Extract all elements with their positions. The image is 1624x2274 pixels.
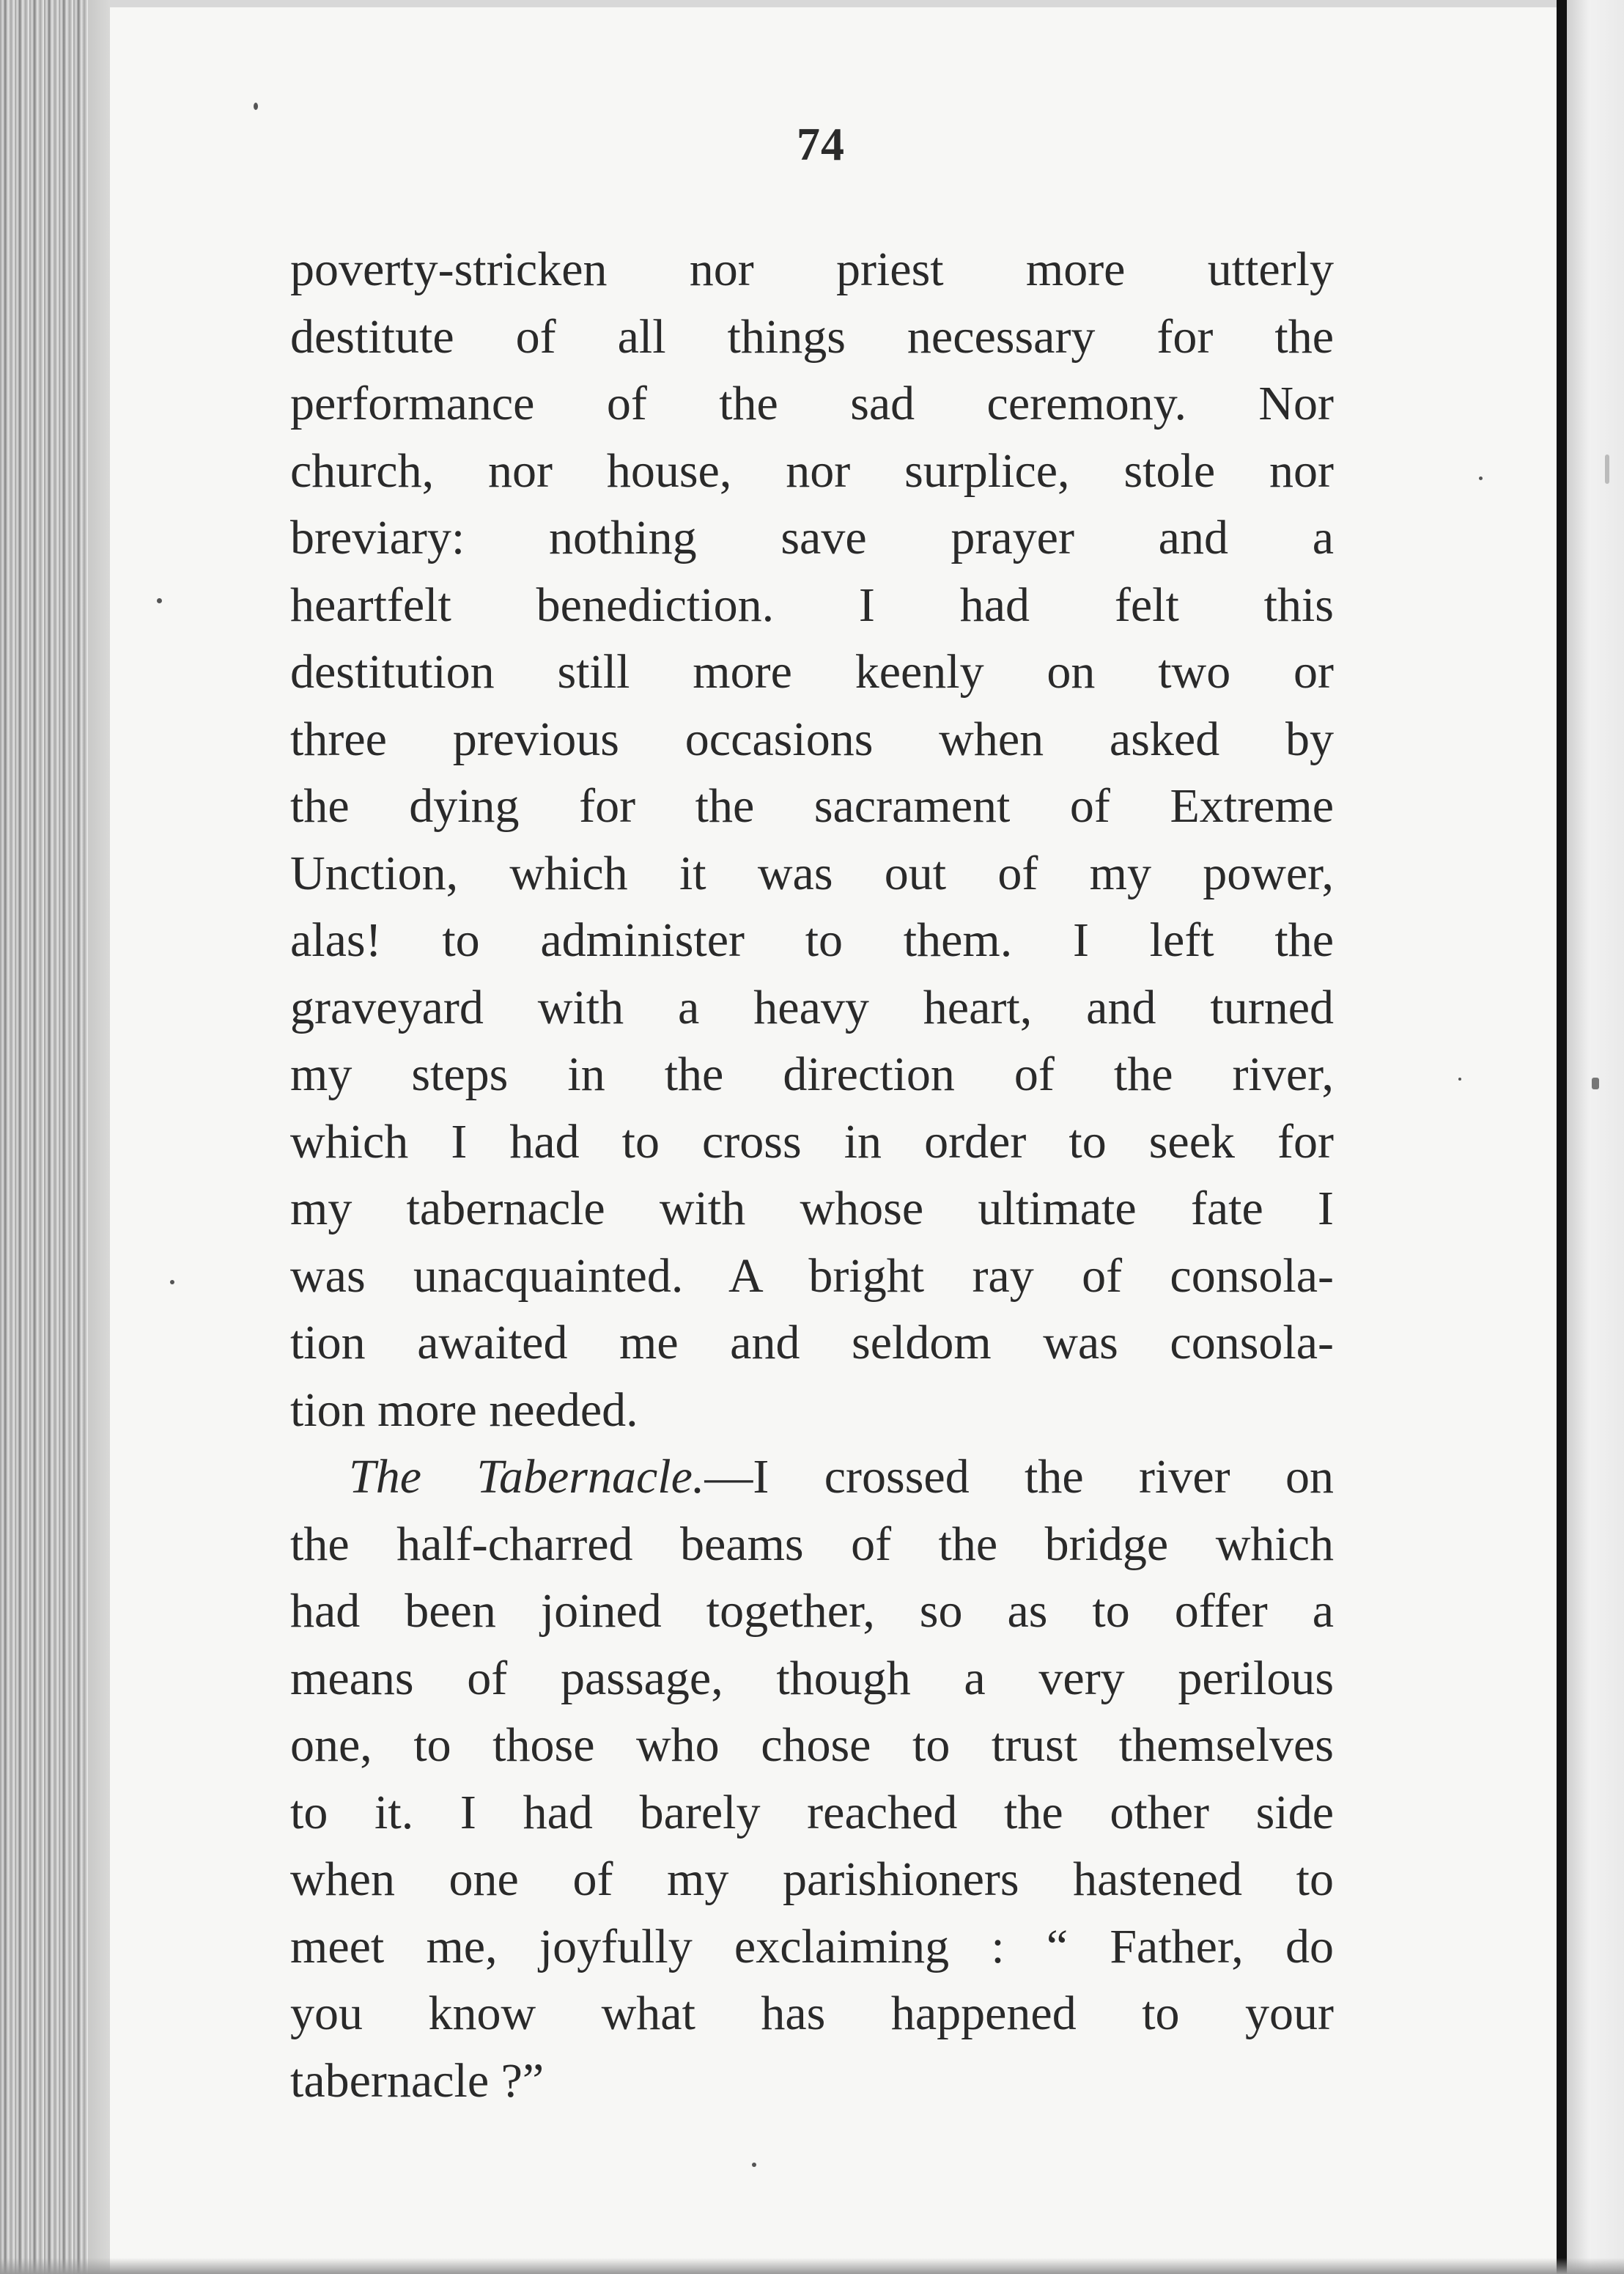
text-line: alas! to administer to them. I left the xyxy=(290,913,1334,967)
scan-speck xyxy=(254,103,258,110)
text-line: heartfelt benediction. I had felt this xyxy=(290,578,1334,632)
scan-speck xyxy=(1605,455,1609,484)
text-line: had been joined together, so as to offer a xyxy=(290,1584,1334,1638)
page-number: 74 xyxy=(797,118,845,170)
text-line: my tabernacle with whose ultimate fate I xyxy=(290,1182,1334,1235)
text-line: destitute of all things necessary for the xyxy=(290,309,1334,364)
text-line: poverty-stricken nor priest more utterly xyxy=(290,243,1334,296)
text-line: to it. I had barely reached the other side xyxy=(290,1785,1334,1839)
text-line: meet me, joyfully exclaiming : “ Father, do xyxy=(290,1919,1334,1973)
text-line: breviary: nothing save prayer and a xyxy=(290,511,1334,564)
text-line: my steps in the direction of the river, xyxy=(290,1048,1334,1101)
scan-speck xyxy=(1458,1078,1461,1081)
text-line: tabernacle ?” xyxy=(290,2053,545,2108)
page-bottom-edge xyxy=(0,2258,1624,2274)
text-line: Unction, which it was out of my power, xyxy=(290,846,1334,900)
text-line: graveyard with a heavy heart, and turned xyxy=(290,980,1334,1034)
right-binding-rule xyxy=(1557,0,1567,2274)
book-binding-edge xyxy=(0,0,88,2274)
facing-page-edge xyxy=(1567,0,1624,2274)
text-line: the dying for the sacrament of Extreme xyxy=(290,779,1334,833)
body-text xyxy=(290,236,1334,2114)
text-line: which I had to cross in order to seek for xyxy=(290,1114,1334,1169)
text-line: tion more needed. xyxy=(290,1383,638,1437)
text-line: three previous occasions when asked by xyxy=(290,712,1334,766)
text-line: was unacquainted. A bright ray of consola- xyxy=(290,1248,1334,1303)
text-line: when one of my parishioners hastened to xyxy=(290,1852,1334,1906)
text-line: tion awaited me and seldom was consola- xyxy=(290,1316,1334,1369)
text-line: one, to those who chose to trust themselves xyxy=(290,1718,1334,1772)
text-line: the half-charred beams of the bridge which xyxy=(290,1517,1334,1571)
scan-speck xyxy=(170,1280,174,1284)
page-top-edge xyxy=(110,0,1557,7)
scan-speck xyxy=(1592,1078,1599,1089)
text-line: destitution still more keenly on two or xyxy=(290,645,1334,699)
scan-speck xyxy=(1479,476,1483,480)
section-first-line xyxy=(290,1443,1334,1511)
text-line: you know what has happened to your xyxy=(290,1987,1334,2040)
scan-speck xyxy=(157,598,162,603)
section-first-line-text: —I crossed the river on xyxy=(704,1450,1334,1504)
text-line: church, nor house, nor surplice, stole nor xyxy=(290,444,1334,498)
text-line: performance of the sad ceremony. Nor xyxy=(290,377,1334,430)
scan-speck xyxy=(752,2163,756,2167)
section-heading: The Tabernacle. xyxy=(349,1450,705,1504)
text-line: means of passage, though a very perilous xyxy=(290,1651,1334,1705)
